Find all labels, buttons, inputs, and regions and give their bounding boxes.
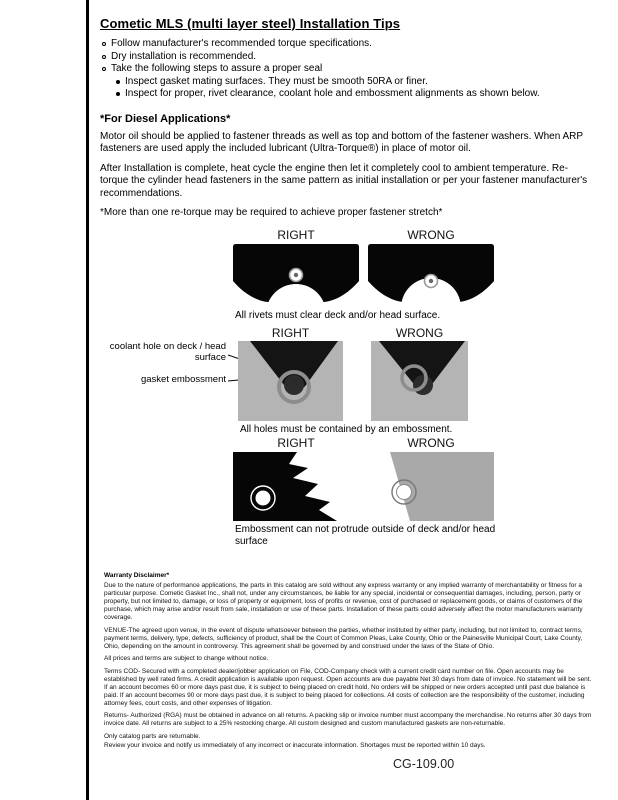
warranty-heading: Warranty Disclaimer* bbox=[104, 572, 170, 579]
list-item bbox=[100, 63, 592, 76]
list-item bbox=[100, 51, 592, 64]
diagram-row-holes bbox=[238, 326, 470, 438]
diagram-caption: Embossment can not protrude outside of deck and/or head surface bbox=[235, 524, 496, 547]
right-label: RIGHT bbox=[271, 326, 310, 340]
wrong-label: WRONG bbox=[407, 436, 455, 450]
tip-text: Inspect for proper, rivet clearance, coolant hole and embossment alignments as shown below. bbox=[125, 88, 540, 99]
list-item bbox=[114, 88, 592, 101]
returns-paragraph: Returns- Authorized (RGA) must be obtained in advance on all returns. A packing slip or invoice number must accompany the merchandise. No returns after 30 days from invoice date. All returns are subject to a 25% restocking charge. All custom designed and custom manufactured gaskets are non-returnable. bbox=[104, 712, 592, 727]
catalog-returnable-line: Only catalog parts are returnable. bbox=[104, 732, 201, 740]
diesel-paragraph: After Installation is complete, heat cycle the engine then let it completely cool to ambient temperature. Re-torque the cylinder head fasteners in the same pattern as initial installation or per your fastener manufacturer's recommendations. bbox=[100, 162, 588, 199]
coolant-hole-callout: coolant hole on deck / head surface bbox=[109, 341, 226, 363]
hole-embossment-wrong-image bbox=[371, 341, 468, 421]
right-label: RIGHT bbox=[277, 228, 315, 242]
tip-text: Inspect gasket mating surfaces. They must be smooth 50RA or finer. bbox=[125, 75, 428, 87]
warranty-paragraph: Due to the nature of performance applications, the parts in this catalog are sold without any express warranty or any implied warranty of merchantability or fitness for a particular purpose. Cometic Gasket Inc., shall not, under any circumstances, be liable for any special, incidental or consequential damages, including, person, party or property, but not limited to, damage, or loss of property or equipment, loss of profits or revenue, cost of purchased or replacement goods, or claims of customers of the purchase, which may arise and/or result from sale, installation or use of these parts. Installation of these parts could adversely affect the motor manufacturers warranty coverage. bbox=[104, 582, 583, 621]
page-title: Cometic MLS (multi layer steel) Installation Tips bbox=[100, 16, 401, 31]
diagram-caption: All holes must be contained by an embossment. bbox=[240, 424, 453, 435]
tip-text: Take the following steps to assure a proper seal bbox=[111, 63, 323, 74]
circle-bullet-icon bbox=[102, 55, 106, 59]
rivet-clearance-wrong-image bbox=[368, 244, 494, 303]
right-label: RIGHT bbox=[277, 436, 315, 450]
circle-bullet-icon bbox=[102, 67, 106, 71]
diagram-row-embossment bbox=[233, 436, 495, 552]
wrong-label: WRONG bbox=[407, 228, 455, 242]
embossment-right-image bbox=[233, 452, 359, 521]
installation-tips-section bbox=[100, 16, 592, 220]
embossment-wrong-image bbox=[368, 452, 494, 521]
venue-paragraph: VENUE-The agreed upon venue, in the event of dispute whatsoever between the parties, whether instituted by either party, including, but not limited to, contract terms, payment terms, delivery, type, defects, sufficiency of product, shall be the Court of Common Pleas, Lake County, Ohio or the Painesville Municipal Court, Lake County, Ohio, depending on the amount in controversy. This agreement shall be governed by and construed under the laws of the State of Ohio. bbox=[104, 626, 583, 650]
diagram-row-rivets bbox=[233, 228, 495, 326]
dot-bullet-icon bbox=[116, 80, 120, 84]
prices-paragraph: All prices and terms are subject to change without notice. bbox=[104, 655, 269, 662]
page-left-border bbox=[86, 0, 89, 800]
hole-embossment-right-image bbox=[238, 341, 343, 421]
terms-paragraph: Terms COD- Secured with a completed dealer/jobber application on File, COD-Company check with a current credit card number on file. Open accounts may be established by well rated firms. A credit application is available upon request. Open accounts are due payable Net 30 days from date of invoice. No statement will be sent. If an account becomes 60 or more days past due, it is subject to being placed on credit hold. No orders will be shipped or new orders accepted until past due balance is paid. If an account becomes 90 or more days past due, it is subject to being placed for collections. All costs of collection are the responsibility of the customer, including attorney fees, court costs, and other expenses of litigation. bbox=[104, 667, 592, 707]
page-number-code: CG-109.00 bbox=[393, 757, 455, 771]
gasket-embossment-callout: gasket embossment bbox=[140, 374, 226, 385]
wrong-label: WRONG bbox=[395, 326, 444, 340]
list-item bbox=[114, 76, 592, 89]
circle-bullet-icon bbox=[102, 42, 106, 46]
retorque-note: *More than one re-torque may be required to achieve proper fastener stretch* bbox=[100, 207, 443, 218]
diesel-paragraph: Motor oil should be applied to fastener threads as well as top and bottom of the fastener washers. When ARP fasteners are used apply the included lubricant (Ultra-Torque®) in place of motor oil. bbox=[100, 130, 583, 154]
tip-text: Follow manufacturer's recommended torque specifications. bbox=[111, 38, 372, 49]
diesel-applications-heading: *For Diesel Applications* bbox=[100, 112, 231, 125]
tips-list bbox=[100, 38, 592, 101]
list-item bbox=[100, 38, 592, 51]
dot-bullet-icon bbox=[116, 92, 120, 96]
tip-text: Dry installation is recommended. bbox=[111, 50, 257, 62]
warranty-disclaimer-section bbox=[104, 572, 593, 754]
rivet-clearance-right-image bbox=[233, 244, 359, 303]
review-invoice-line: Review your invoice and notify us immediately of any incorrect or inaccurate information. Shortages must be reported within 10 days. bbox=[104, 741, 486, 749]
diagram-caption: All rivets must clear deck and/or head surface. bbox=[235, 310, 441, 321]
diagram-callouts bbox=[100, 342, 226, 386]
